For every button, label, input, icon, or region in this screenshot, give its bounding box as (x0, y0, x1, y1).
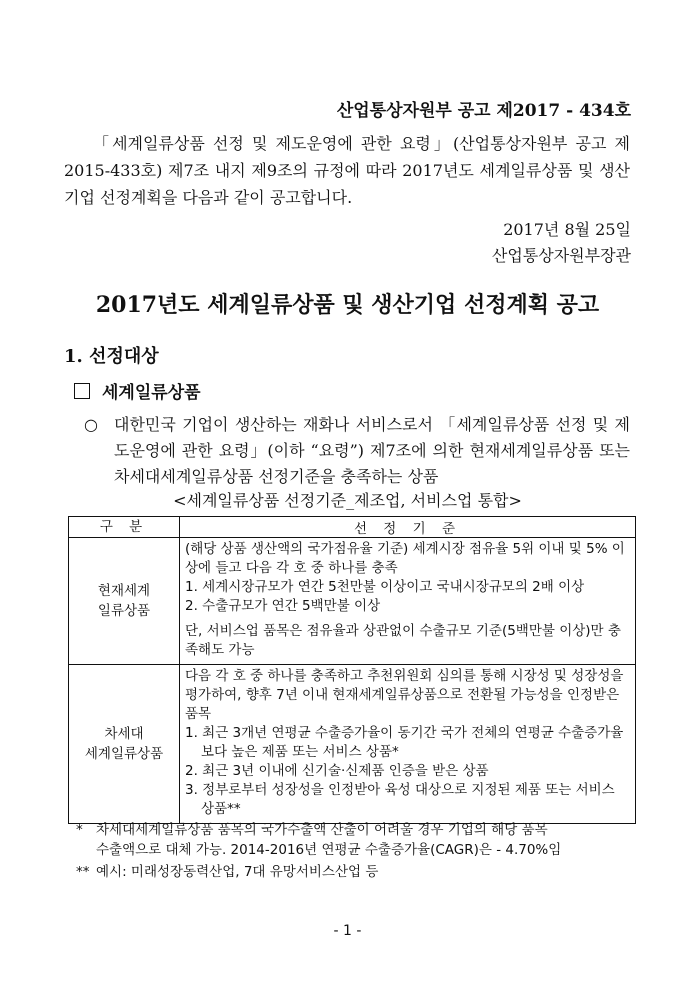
square-box-icon (74, 383, 90, 399)
criteria-note: 단, 서비스업 품목은 점유율과 상관없이 수출규모 기준(5백만불 이상)만 충족해도 가능 (185, 623, 621, 658)
footnote-mark: ** (76, 864, 90, 880)
row-criteria-current (180, 538, 636, 665)
row-name-next (69, 665, 180, 824)
subsection-heading (74, 378, 201, 403)
footnote-mark: * (76, 822, 83, 838)
notice-date: 2017년 8월 25일 (503, 220, 631, 239)
page-title: 2017년도 세계일류상품 및 생산기업 선정계획 공고 (95, 292, 600, 318)
row-name-current (69, 538, 180, 665)
signer: 산업통상자원부장관 (491, 246, 631, 265)
subsection-label: 세계일류상품 (102, 383, 201, 403)
footnote (76, 862, 378, 882)
table-row (69, 665, 636, 824)
table-header-row (69, 517, 636, 538)
footnote (76, 820, 636, 860)
criteria-item: 1. 세계시장규모가 연간 5천만불 이상이고 국내시장규모의 2배 이상 (185, 579, 585, 595)
target-description-text: 대한민국 기업이 생산하는 재화나 서비스로서 「세계일류상품 선정 및 제도운영에 관한 요령」(이하 “요령”) 제7조에 의한 현재세계일류상품 또는 차세대세계일류상품 선정기준을 충족하는 상품 (114, 415, 630, 486)
footnote-continuation: 수출액으로 대체 가능. 2014-2016년 연평균 수출증가율(CAGR)은 - 4.70%임 (96, 842, 562, 858)
row-name-line: 현재세계 (97, 583, 151, 599)
table-caption: <세계일류상품 선정기준_제조업, 서비스업 통합> (173, 491, 522, 510)
row-name-line: 차세대 (104, 726, 144, 742)
criteria-intro: 다음 각 호 중 하나를 충족하고 추천위원회 심의를 통해 시장성 및 성장성을 평가하여, 향후 7년 이내 현재세계일류상품으로 전환될 가능성을 인정받은 품목 (185, 668, 624, 722)
target-description (84, 412, 630, 490)
intro-paragraph: 「세계일류상품 선정 및 제도운영에 관한 요령」(산업통상자원부 공고 제2015-433호) 제7조 내지 제9조의 규정에 따라 2017년도 세계일류상품 및 생산기업 선정계획을 다음과 같이 공고합니다. (64, 134, 630, 207)
footnote-text: 예시: 미래성장동력산업, 7대 유망서비스산업 등 (96, 864, 379, 880)
criteria-item: 1. 최근 3개년 연평균 수출증가율이 동기간 국가 전체의 연평균 수출증가율보다 높은 제품 또는 서비스 상품* (185, 725, 624, 760)
circle-bullet-icon: ○ (84, 415, 98, 434)
criteria-item: 2. 수출규모가 연간 5백만불 이상 (185, 598, 381, 614)
criteria-item: 3. 정부로부터 성장성을 인정받아 육성 대상으로 지정된 제품 또는 서비스 상품** (185, 782, 615, 817)
criteria-table (68, 516, 636, 824)
criteria-intro: (해당 상품 생산액의 국가점유율 기준) 세계시장 점유율 5위 이내 및 5% 이상에 들고 다음 각 호 중 하나를 충족 (185, 541, 625, 576)
row-name-line: 세계일류상품 (84, 746, 164, 762)
notice-number: 산업통상자원부 공고 제2017 - 434호 (336, 101, 631, 121)
header-criteria: 선 정 기 준 (180, 517, 636, 538)
section-heading: 1. 선정대상 (64, 346, 159, 367)
footnote-text: 차세대세계일류상품 품목의 국가수출액 산출이 어려울 경우 기업의 해당 품목 (96, 822, 548, 838)
row-criteria-next (180, 665, 636, 824)
criteria-item: 2. 최근 3년 이내에 신기술·신제품 인증을 받은 상품 (185, 763, 489, 779)
page-number: - 1 - (333, 923, 362, 939)
header-category: 구 분 (69, 517, 180, 538)
table-row (69, 538, 636, 665)
row-name-line: 일류상품 (97, 603, 151, 619)
